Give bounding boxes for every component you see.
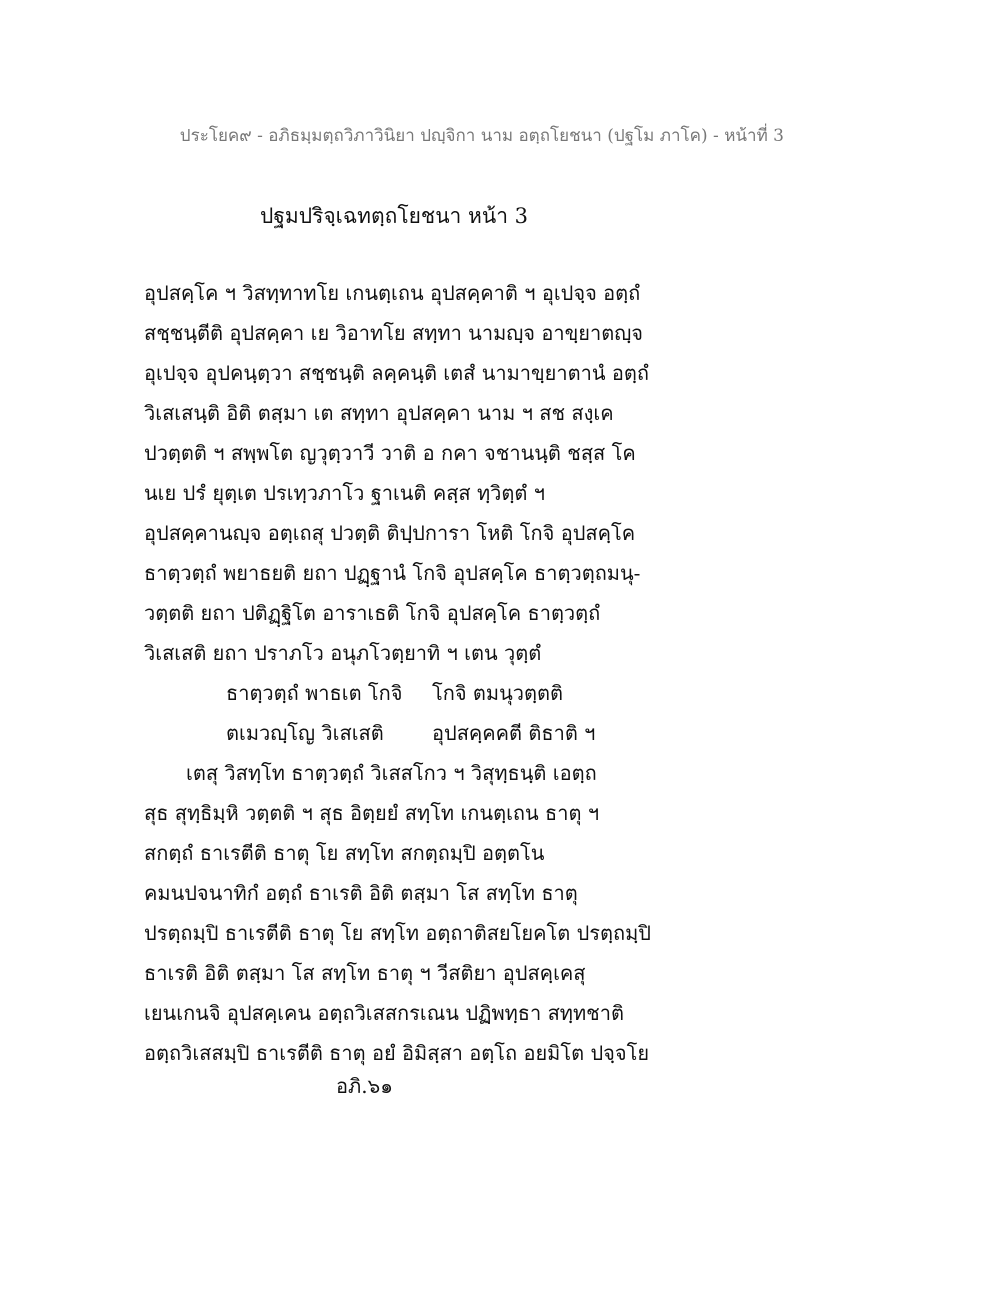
text-line: ปรตฺถมฺปิ ธาเรตีติ ธาตุ โย สทฺโท อตฺถาติสยโยคโต ปรตฺถมฺปิ (144, 921, 651, 945)
text-line: สกตฺถํ ธาเรตีติ ธาตุ โย สทฺโท สกตฺถมฺปิ อตฺตโน (144, 841, 545, 865)
text-line: อุปสคฺคานญฺจ อตฺเถสุ ปวตฺติ ติปฺปการา โหติ โกจิ อุปสคฺโค (144, 521, 636, 545)
text-line: วิเสเสนฺติ อิติ ตสฺมา เต สทฺทา อุปสคฺคา นาม ฯ สช สงฺเค (144, 401, 614, 425)
body-text (144, 273, 664, 1073)
verse-line (144, 713, 664, 753)
text-line: เยนเกนจิ อุปสคฺเคน อตฺถวิเสสกรเณน ปฏิพทฺธา สทฺทชาติ (144, 1001, 624, 1025)
verse-first-half: ตเมวญฺโญ วิเสเสติ (226, 721, 384, 745)
text-line: สชฺชนฺตีติ อุปสคฺคา เย วิอาทโย สทฺทา นามญฺจ อาขฺยาตญฺจ (144, 321, 643, 345)
page-marker: อภิ.๖๑ (336, 1074, 393, 1098)
text-line: วตฺตติ ยถา ปติฏฺฐิโต อาราเธติ โกจิ อุปสคฺโค ธาตฺวตฺถํ (144, 601, 601, 625)
text-line: อุปสคฺโค ฯ วิสทฺทาทโย เกนตฺเถน อุปสคฺคาติ ฯ อุเปจฺจ อตฺถํ (144, 281, 641, 305)
text-line: สุธ สุทฺธิมฺหิ วตฺตติ ฯ สุธ อิตฺยยํ สทฺโท เกนตฺเถน ธาตุ ฯ (144, 801, 600, 825)
text-line: วิเสเสติ ยถา ปราภโว อนุภโวตฺยาทิ ฯ เตน วุตฺตํ (144, 641, 542, 665)
verse-line (144, 673, 664, 713)
text-line: อตฺถวิเสสมฺปิ ธาเรตีติ ธาตุ อยํ อิมิสฺสา อตฺโถ อยมิโต ปจฺจโย (144, 1041, 650, 1065)
text-line: นเย ปรํ ยุตฺเต ปรเทฺวภาโว ฐาเนติ คสฺส ทฺวิตฺตํ ฯ (144, 481, 545, 505)
running-header: ประโยค๙ - อภิธมฺมตฺถวิภาวินิยา ปญฺจิกา นาม อตฺถโยชนา (ปฐโม ภาโค) - หน้าที่ 3 (179, 126, 784, 146)
verse-first-half: ธาตฺวตฺถํ พาธเต โกจิ (226, 681, 403, 705)
section-title: ปฐมปริจฺเฉทตฺถโยชนา หน้า 3 (260, 204, 529, 228)
text-line: ธาตฺวตฺถํ พยาธยติ ยถา ปฏฺฐานํ โกจิ อุปสคฺโค ธาตฺวตฺถมนุ- (144, 561, 641, 585)
text-line: คมนปจนาทิกํ อตฺถํ ธาเรติ อิติ ตสฺมา โส สทฺโท ธาตุ (144, 881, 578, 905)
verse-second-half: โกจิ ตมนุวตฺตติ (432, 681, 563, 705)
text-line: อุเปจฺจ อุปคนฺตฺวา สชฺชนฺติ ลคฺคนฺติ เตสํ นามาขฺยาตานํ อตฺถํ (144, 361, 649, 385)
text-line: ปวตฺตติ ฯ สพฺพโต ญวุตฺวาวี วาติ อ กคา จชานนฺติ ชสฺส โค (144, 441, 636, 465)
verse-second-half: อุปสคฺคคตี ติธาติ ฯ (432, 721, 596, 745)
text-line: ธาเรติ อิติ ตสฺมา โส สทฺโท ธาตุ ฯ วีสติยา อุปสคฺเคสุ (144, 961, 586, 985)
paragraph-first-line: เตสุ วิสทฺโท ธาตฺวตฺถํ วิเสสโกว ฯ วิสุทฺธนฺติ เอตฺถ (186, 761, 597, 785)
